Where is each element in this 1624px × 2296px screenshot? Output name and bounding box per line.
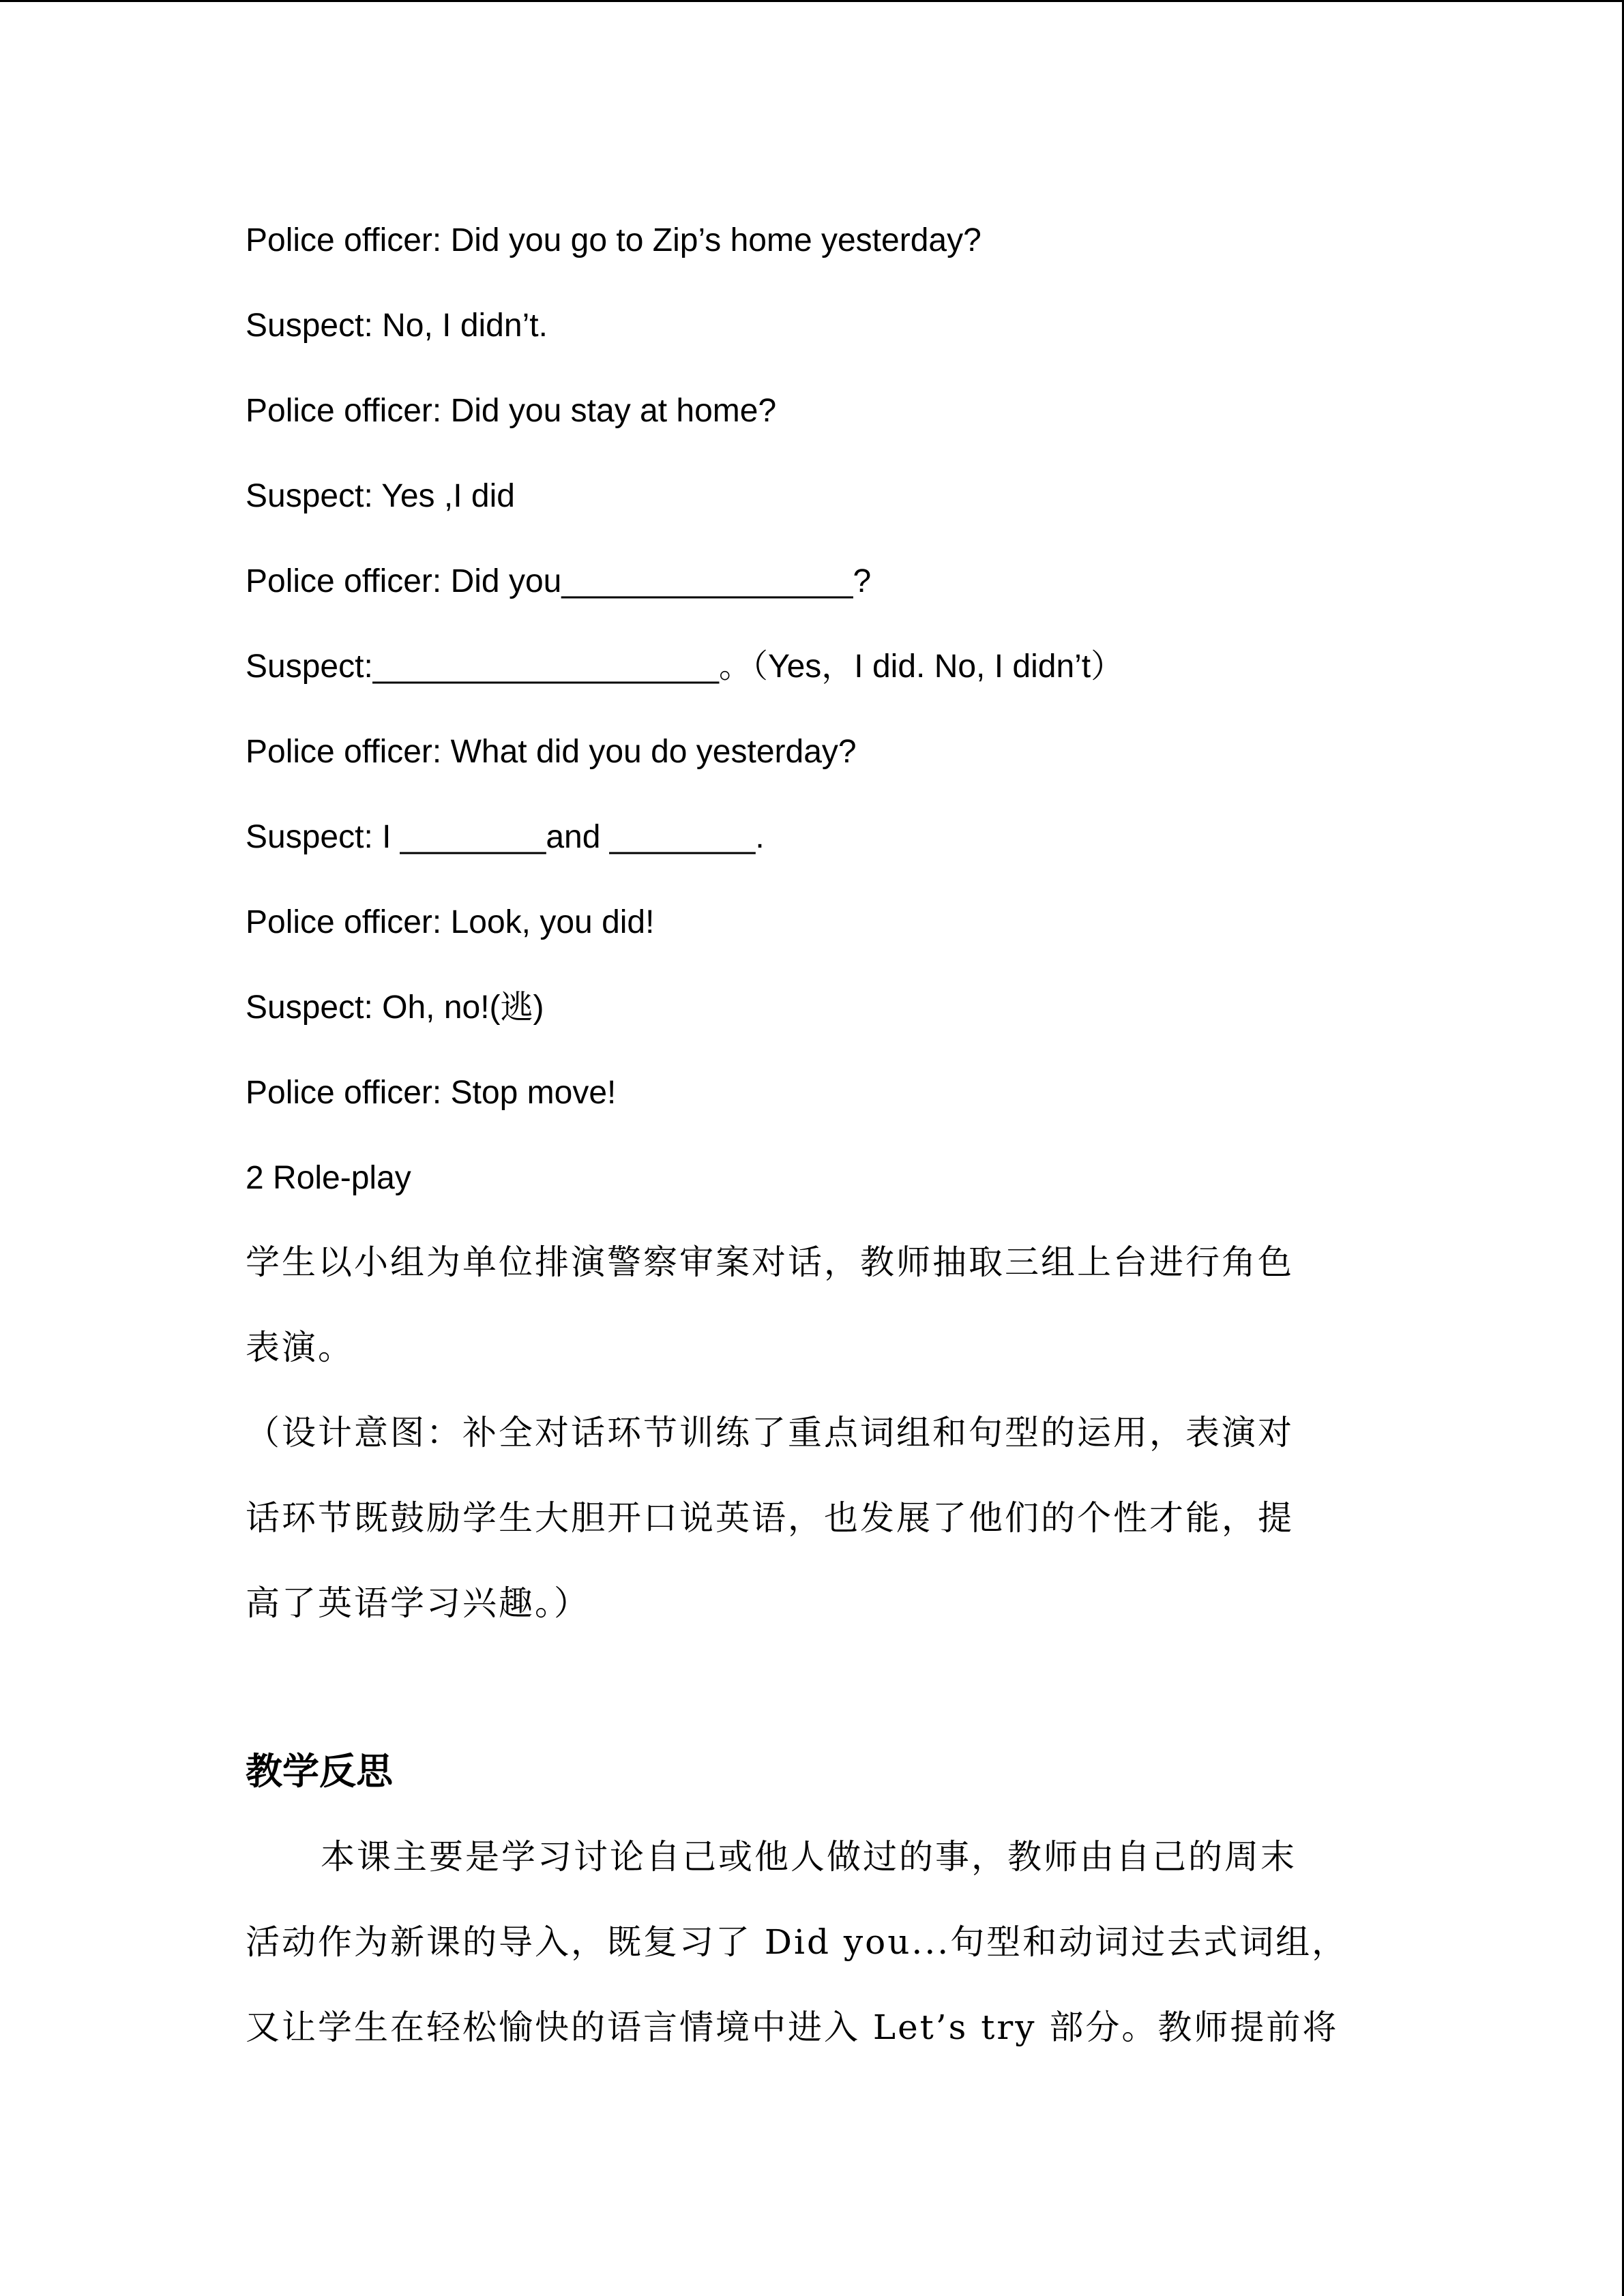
- reflection-paragraph-line: 又让学生在轻松愉快的语言情境中进入 Let’s try 部分。教师提前将: [246, 2008, 1339, 2047]
- reflection-paragraph-line: 本课主要是学习讨论自己或他人做过的事，教师由自己的周末: [321, 1837, 1297, 1877]
- dialogue-line: Suspect: Yes ,I did: [246, 478, 515, 514]
- dialogue-line: Suspect: I ________and ________.: [246, 819, 765, 855]
- design-intent-line: 话环节既鼓励学生大胆开口说英语，也发展了他们的个性才能，提: [246, 1498, 1294, 1538]
- reflection-heading: 教学反思: [246, 1750, 393, 1793]
- dialogue-line: Suspect:___________________。（Yes，I did. No, I didn’t）: [246, 648, 1124, 685]
- dialogue-line: Police officer: Did you go to Zip’s home yesterday?: [246, 222, 981, 258]
- reflection-paragraph-line: 活动作为新课的导入，既复习了 Did you...句型和动词过去式词组，: [246, 1922, 1348, 1962]
- design-intent-line: 高了英语学习兴趣。）: [246, 1583, 590, 1623]
- dialogue-line: Suspect: Oh, no!(逃): [246, 989, 544, 1026]
- dialogue-line: Police officer: What did you do yesterday?: [246, 734, 857, 770]
- dialogue-line: Police officer: Look, you did!: [246, 904, 655, 940]
- dialogue-line: Police officer: Did you stay at home?: [246, 393, 777, 429]
- roleplay-paragraph-line: 学生以小组为单位排演警察审案对话，教师抽取三组上台进行角色: [246, 1242, 1294, 1282]
- design-intent-line: （设计意图：补全对话环节训练了重点词组和句型的运用，表演对: [246, 1413, 1294, 1452]
- dialogue-line: Police officer: Stop move!: [246, 1075, 617, 1111]
- dialogue-line: Suspect: No, I didn’t.: [246, 308, 548, 344]
- roleplay-paragraph-line: 表演。: [246, 1328, 354, 1367]
- roleplay-title: 2 Role-play: [246, 1160, 411, 1196]
- dialogue-line: Police officer: Did you________________?: [246, 563, 872, 599]
